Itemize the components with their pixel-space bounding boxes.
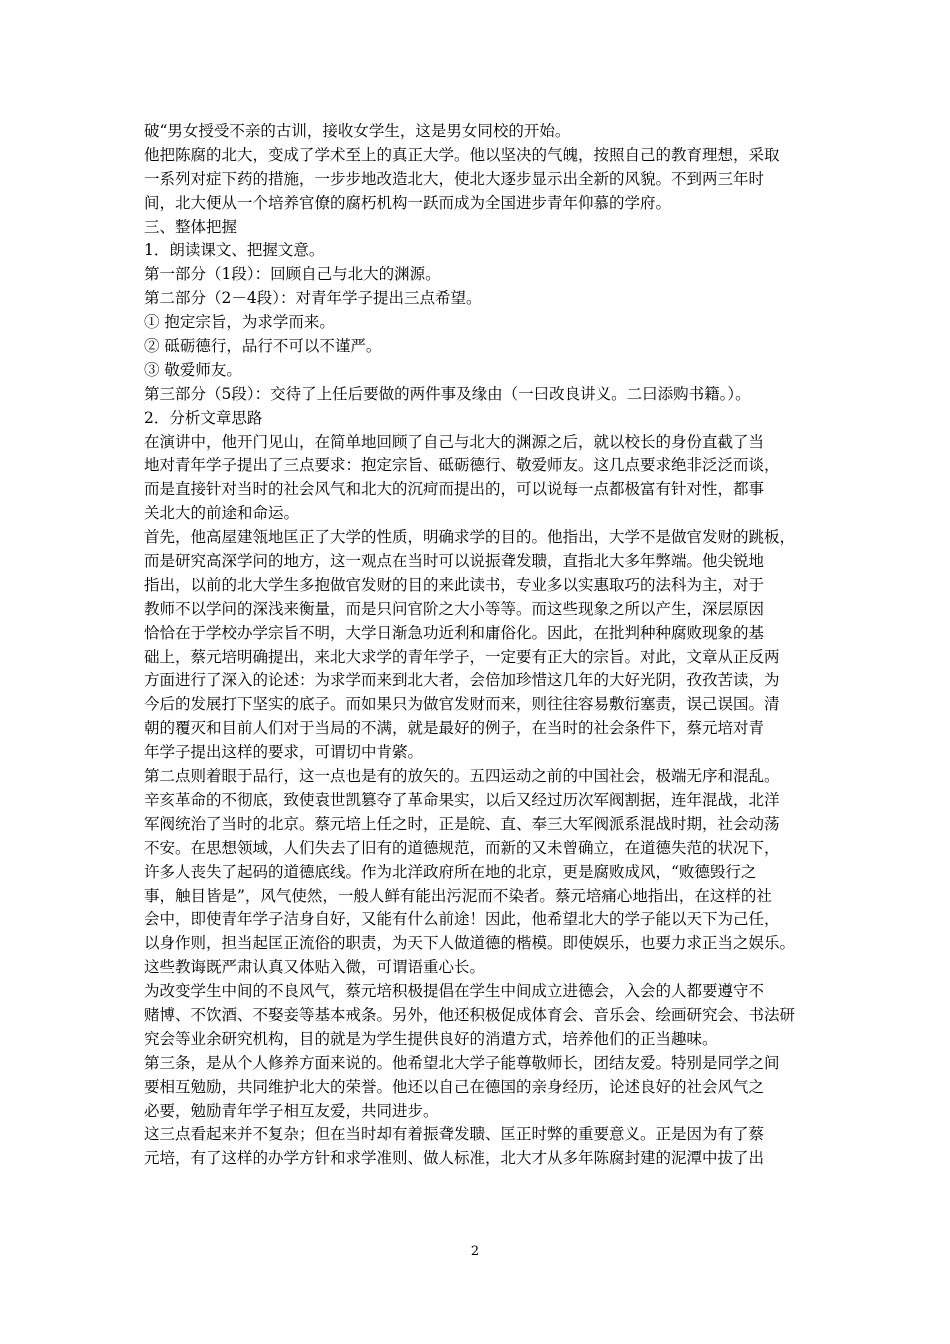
subheading: 1．朗读课文、把握文意。: [144, 241, 325, 260]
text-line: 指出，以前的北大学生多抱做官发财的目的来此读书，专业多以实惠取巧的法科为主，对于: [144, 575, 765, 594]
text-line: 朝的覆灭和目前人们对于当局的不满，就是最好的例子，在当时的社会条件下，蔡元培对青: [144, 719, 765, 738]
text-line: 第一部分（1段）：回顾自己与北大的渊源。: [144, 265, 441, 284]
text-line: 军阀统治了当时的北京。蔡元培上任之时，正是皖、直、奉三大军阀派系混战时期，社会动荡: [144, 814, 780, 833]
text-line: 恰恰在于学校办学宗旨不明，大学日渐急功近利和庸俗化。因此，在批判种种腐败现象的基: [144, 623, 765, 642]
text-line: 许多人丧失了起码的道德底线。作为北洋政府所在地的北京，更是腐败成风，“败德毁行之: [144, 862, 757, 881]
text-line: 元培，有了这样的办学方针和求学准则、做人标准，北大才从多年陈腐封建的泥潭中拔了出: [144, 1149, 765, 1168]
subheading: 2．分析文章思路: [144, 408, 263, 427]
section-heading: 三、整体把握: [144, 217, 238, 236]
text-line: 年学子提出这样的要求，可谓切中肯綮。: [144, 743, 424, 762]
text-line: 第二点则着眼于品行，这一点也是有的放矢的。五四运动之前的中国社会，极端无序和混乱。: [144, 767, 780, 786]
text-line: 关北大的前途和命运。: [144, 504, 300, 523]
document-body: [144, 120, 816, 1171]
text-line: 必要，勉励青年学子相互友爱，共同进步。: [144, 1101, 439, 1120]
text-line: 而是直接针对当时的社会风气和北大的沉疴而提出的，可以说每一点都极富有针对性，都事: [144, 480, 765, 499]
text-line: 在演讲中，他开门见山，在简单地回顾了自己与北大的渊源之后，就以校长的身份直截了当: [144, 432, 765, 451]
list-item: ③ 敬爱师友。: [144, 360, 242, 379]
list-item: ① 抱定宗旨，为求学而来。: [144, 313, 335, 332]
text-line: 间，北大便从一个培养官僚的腐朽机构一跃而成为全国进步青年仰慕的学府。: [144, 193, 672, 212]
text-line: 辛亥革命的不彻底，致使袁世凯篡夺了革命果实，以后又经过历次军阀割据，连年混战，北洋: [144, 790, 780, 809]
text-line: 础上，蔡元培明确提出，来北大求学的青年学子，一定要有正大的宗旨。对此，文章从正反两: [144, 647, 780, 666]
text-line: 以身作则，担当起匡正流俗的职责，为天下人做道德的楷模。即使娱乐，也要力求正当之娱乐。: [144, 934, 796, 953]
text-line: 首先，他高屋建瓴地匡正了大学的性质，明确求学的目的。他指出，大学不是做官发财的跳板，: [144, 528, 796, 547]
text-line: 究会等业余研究机构，目的就是为学生提供良好的消遣方式，培养他们的正当趣味。: [144, 1029, 718, 1048]
list-item: ② 砥砺德行，品行不可以不谨严。: [144, 337, 382, 356]
page-number: 2: [470, 1244, 480, 1259]
text-line: 方面进行了深入的论述：为求学而来到北大者，会倍加珍惜这几年的大好光阴，孜孜苦读，为: [144, 671, 780, 690]
text-line: 今后的发展打下坚实的底子。而如果只为做官发财而来，则往往容易敷衍塞责，误己误国。清: [144, 695, 780, 714]
text-line: 而是研究高深学问的地方，这一观点在当时可以说振聋发聩，直指北大多年弊端。他尖锐地: [144, 552, 765, 571]
text-line: 不安。在思想领域，人们失去了旧有的道德规范，而新的又未曾确立，在道德失范的状况下，: [144, 838, 780, 857]
text-line: 这些教诲既严肃认真又体贴入微，可谓语重心长。: [144, 958, 486, 977]
text-line: 第三条，是从个人修养方面来说的。他希望北大学子能尊敬师长，团结友爱。特别是同学之间: [144, 1053, 780, 1072]
text-line: 要相互勉励，共同维护北大的荣誉。他还以自己在德国的亲身经历，论述良好的社会风气之: [144, 1077, 765, 1096]
text-line: 教师不以学问的深浅来衡量，而是只问官阶之大小等等。而这些现象之所以产生，深层原因: [144, 599, 765, 618]
text-line: 破“男女授受不亲的古训，接收女学生，这是男女同校的开始。: [144, 122, 571, 140]
text-line: 会中，即使青年学子洁身自好，又能有什么前途！因此，他希望北大的学子能以天下为己任，: [144, 910, 780, 929]
text-line: 这三点看起来并不复杂；但在当时却有着振聋发聩、匡正时弊的重要意义。正是因为有了蔡: [144, 1125, 765, 1144]
text-line: 第二部分（2－4段）：对青年学子提出三点希望。: [144, 289, 482, 308]
text-line: 事，触目皆是”，风气使然，一般人鲜有能出污泥而不染者。蔡元培痛心地指出，在这样的社: [144, 886, 772, 905]
text-line: 他把陈腐的北大，变成了学术至上的真正大学。他以坚决的气魄，按照自己的教育理想，采取: [144, 145, 780, 164]
text-line: 赌博、不饮酒、不娶妾等基本戒条。另外，他还积极促成体育会、音乐会、绘画研究会、书法研: [144, 1005, 796, 1024]
text-line: 为改变学生中间的不良风气，蔡元培积极提倡在学生中间成立进德会，入会的人都要遵守不: [144, 982, 765, 1001]
text-line: 地对青年学子提出了三点要求：抱定宗旨、砥砺德行、敬爱师友。这几点要求绝非泛泛而谈，: [144, 456, 780, 475]
text-line: 第三部分（5段）：交待了上任后要做的两件事及缘由（一曰改良讲义。二曰添购书籍。）。: [144, 384, 751, 403]
text-line: 一系列对症下药的措施，一步步地改造北大，使北大逐步显示出全新的风貌。不到两三年时: [144, 169, 765, 188]
